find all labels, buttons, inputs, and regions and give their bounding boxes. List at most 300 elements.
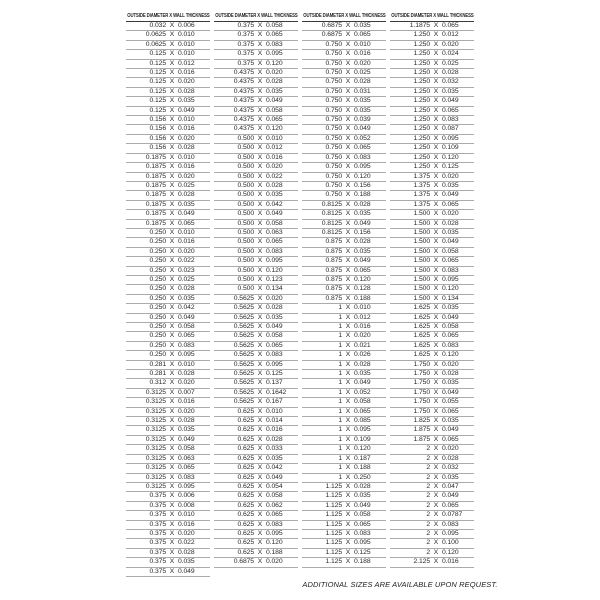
outside-diameter-value: 0.875 (325, 266, 342, 274)
x-separator: X (257, 323, 263, 330)
wall-thickness-value: 0.083 (178, 341, 195, 349)
x-separator: X (345, 238, 351, 246)
table-row (390, 31, 474, 40)
x-separator: X (345, 454, 351, 462)
wall-thickness-value: 0.087 (442, 125, 459, 133)
table-row (390, 492, 474, 501)
table-row (126, 568, 210, 577)
wall-thickness-value: 0.109 (442, 144, 459, 152)
table-row (126, 88, 210, 97)
table-row (302, 521, 386, 530)
wall-thickness-value: 0.065 (354, 144, 371, 152)
x-separator: X (257, 426, 263, 434)
wall-thickness-value: 0.012 (442, 31, 459, 39)
outside-diameter-value: 1.250 (413, 31, 430, 39)
table-row (390, 238, 474, 247)
x-separator: X (257, 304, 263, 312)
x-separator: X (257, 22, 263, 29)
x-separator: X (433, 388, 439, 396)
wall-thickness-value: 0.028 (354, 482, 371, 490)
wall-thickness-value: 0.125 (354, 548, 371, 556)
x-separator: X (257, 210, 263, 218)
table-row (214, 314, 298, 323)
x-separator: X (169, 266, 175, 274)
table-row (214, 426, 298, 435)
x-separator: X (345, 417, 351, 425)
x-separator: X (169, 87, 175, 95)
table-row (390, 549, 474, 558)
x-separator: X (345, 398, 351, 406)
table-row (214, 285, 298, 294)
outside-diameter-value: 1.250 (413, 125, 430, 133)
wall-thickness-value: 0.020 (266, 69, 283, 77)
x-separator: X (257, 548, 263, 556)
wall-thickness-value: 0.095 (354, 539, 371, 547)
wall-thickness-value: 0.028 (442, 219, 459, 227)
outside-diameter-value: 1.125 (325, 511, 342, 519)
table-row (302, 154, 386, 163)
wall-thickness-value: 0.058 (442, 247, 459, 255)
table-row (302, 436, 386, 445)
table-row (390, 154, 474, 163)
x-separator: X (169, 181, 175, 189)
x-separator: X (433, 520, 439, 528)
wall-thickness-value: 0.167 (266, 398, 283, 406)
table-row (126, 549, 210, 558)
table-row (126, 342, 210, 351)
table-row (302, 135, 386, 144)
wall-thickness-value: 0.006 (178, 22, 195, 29)
wall-thickness-value: 0.028 (354, 238, 371, 246)
table-row (390, 41, 474, 50)
x-separator: X (345, 548, 351, 556)
table-row (302, 163, 386, 172)
wall-thickness-value: 0.010 (178, 228, 195, 236)
table-row (126, 539, 210, 548)
outside-diameter-value: 0.625 (237, 501, 254, 509)
table-row (390, 370, 474, 379)
wall-thickness-value: 0.010 (178, 50, 195, 58)
table-row (126, 154, 210, 163)
wall-thickness-value: 0.035 (354, 106, 371, 114)
table-row (302, 351, 386, 360)
table-row (390, 182, 474, 191)
outside-diameter-value: 1.250 (413, 69, 430, 77)
outside-diameter-value: 0.5625 (233, 360, 254, 368)
x-separator: X (433, 247, 439, 255)
outside-diameter-value: 0.125 (149, 97, 166, 105)
table-row (302, 50, 386, 59)
table-row (214, 31, 298, 40)
wall-thickness-value: 0.008 (178, 501, 195, 509)
table-row (302, 182, 386, 191)
wall-thickness-value: 0.085 (354, 417, 371, 425)
outside-diameter-value: 0.375 (149, 529, 166, 537)
wall-thickness-value: 0.031 (354, 87, 371, 95)
table-row (126, 389, 210, 398)
x-separator: X (345, 50, 351, 58)
x-separator: X (257, 341, 263, 349)
x-separator: X (345, 294, 351, 302)
table-row (126, 135, 210, 144)
x-separator: X (169, 304, 175, 312)
x-separator: X (345, 482, 351, 490)
table-row (214, 257, 298, 266)
outside-diameter-value: 0.250 (149, 275, 166, 283)
table-row (126, 474, 210, 483)
wall-thickness-value: 0.109 (354, 435, 371, 443)
column-header (302, 8, 386, 22)
wall-thickness-value: 0.058 (354, 398, 371, 406)
table-row (214, 41, 298, 50)
wall-thickness-value: 0.134 (266, 285, 283, 293)
wall-thickness-value: 0.010 (266, 407, 283, 415)
wall-thickness-value: 0.049 (266, 97, 283, 105)
outside-diameter-value: 0.125 (149, 69, 166, 77)
x-separator: X (169, 370, 175, 378)
wall-thickness-value: 0.035 (354, 247, 371, 255)
x-separator: X (433, 59, 439, 67)
wall-thickness-value: 0.049 (178, 313, 195, 321)
outside-diameter-value: 0.250 (149, 285, 166, 293)
x-separator: X (345, 257, 351, 265)
table-row (390, 445, 474, 454)
x-separator: X (257, 134, 263, 142)
table-row (126, 220, 210, 229)
wall-thickness-value: 0.083 (442, 520, 459, 528)
outside-diameter-value: 0.5625 (233, 388, 254, 396)
wall-thickness-value: 0.022 (178, 257, 195, 265)
wall-thickness-value: 0.026 (354, 351, 371, 359)
table-row (390, 116, 474, 125)
table-row (126, 173, 210, 182)
x-separator: X (433, 191, 439, 199)
outside-diameter-value: 0.250 (149, 341, 166, 349)
table-row (390, 351, 474, 360)
outside-diameter-value: 1.750 (413, 407, 430, 415)
wall-thickness-value: 0.049 (178, 210, 195, 218)
x-separator: X (169, 464, 175, 472)
outside-diameter-value: 0.875 (325, 238, 342, 246)
outside-diameter-value: 1.625 (413, 332, 430, 340)
wall-thickness-value: 0.065 (266, 31, 283, 39)
outside-diameter-value: 0.625 (237, 473, 254, 481)
x-separator: X (433, 370, 439, 378)
table-row (214, 370, 298, 379)
outside-diameter-value: 0.032 (149, 22, 166, 29)
wall-thickness-value: 0.035 (266, 313, 283, 321)
x-separator: X (257, 435, 263, 443)
outside-diameter-value: 0.375 (149, 501, 166, 509)
wall-thickness-value: 0.049 (442, 388, 459, 396)
wall-thickness-value: 0.020 (442, 445, 459, 453)
x-separator: X (345, 78, 351, 86)
wall-thickness-value: 0.120 (442, 153, 459, 161)
wall-thickness-value: 0.095 (178, 351, 195, 359)
table-row (302, 304, 386, 313)
x-separator: X (169, 332, 175, 340)
table-row (302, 88, 386, 97)
table-row (302, 191, 386, 200)
table-row (390, 60, 474, 69)
table-row (390, 539, 474, 548)
outside-diameter-value: 1 (338, 454, 342, 462)
wall-thickness-value: 0.025 (442, 59, 459, 67)
outside-diameter-value: 0.5625 (233, 313, 254, 321)
x-separator: X (345, 407, 351, 415)
outside-diameter-value: 1.625 (413, 351, 430, 359)
table-row (214, 295, 298, 304)
x-separator: X (345, 31, 351, 39)
table-row (126, 361, 210, 370)
x-separator: X (345, 464, 351, 472)
wall-thickness-value: 0.058 (354, 511, 371, 519)
wall-thickness-value: 0.188 (354, 191, 371, 199)
table-row (302, 257, 386, 266)
x-separator: X (169, 69, 175, 77)
outside-diameter-value: 0.5625 (233, 351, 254, 359)
table-row (390, 69, 474, 78)
outside-diameter-value: 0.500 (237, 257, 254, 265)
x-separator: X (257, 285, 263, 293)
table-row (390, 314, 474, 323)
x-separator: X (169, 97, 175, 105)
table-row (126, 69, 210, 78)
x-separator: X (345, 304, 351, 312)
wall-thickness-value: 0.022 (266, 172, 283, 180)
x-separator: X (433, 548, 439, 556)
outside-diameter-value: 1.125 (325, 492, 342, 500)
table-row (214, 323, 298, 332)
outside-diameter-value: 1 (338, 351, 342, 359)
outside-diameter-value: 0.6875 (321, 31, 342, 39)
wall-thickness-value: 0.137 (266, 379, 283, 387)
wall-thickness-value: 0.035 (442, 181, 459, 189)
outside-diameter-value: 0.5625 (233, 398, 254, 406)
table-row (126, 323, 210, 332)
table-row (214, 502, 298, 511)
wall-thickness-value: 0.1642 (266, 388, 287, 396)
x-separator: X (257, 40, 263, 48)
x-separator: X (433, 304, 439, 312)
x-separator: X (345, 445, 351, 453)
outside-diameter-value: 1.125 (325, 501, 342, 509)
x-separator: X (345, 144, 351, 152)
wall-thickness-value: 0.058 (266, 492, 283, 500)
wall-thickness-value: 0.083 (442, 116, 459, 124)
x-separator: X (257, 219, 263, 227)
table-row (390, 436, 474, 445)
table-row (126, 530, 210, 539)
outside-diameter-value: 1.625 (413, 313, 430, 321)
wall-thickness-value: 0.083 (354, 529, 371, 537)
wall-thickness-value: 0.083 (354, 153, 371, 161)
outside-diameter-value: 1 (338, 360, 342, 368)
table-row (126, 276, 210, 285)
table-row (214, 144, 298, 153)
outside-diameter-value: 0.1875 (145, 172, 166, 180)
table-row (126, 521, 210, 530)
x-separator: X (169, 398, 175, 406)
x-separator: X (169, 341, 175, 349)
outside-diameter-value: 0.1875 (145, 219, 166, 227)
outside-diameter-value: 0.500 (237, 163, 254, 171)
wall-thickness-value: 0.049 (354, 257, 371, 265)
table-row (214, 351, 298, 360)
x-separator: X (257, 163, 263, 171)
table-row (214, 60, 298, 69)
outside-diameter-value: 0.3125 (145, 398, 166, 406)
wall-thickness-value: 0.065 (442, 332, 459, 340)
outside-diameter-value: 1 (338, 464, 342, 472)
wall-thickness-value: 0.042 (266, 464, 283, 472)
x-separator: X (169, 191, 175, 199)
outside-diameter-value: 0.375 (237, 40, 254, 48)
wall-thickness-value: 0.010 (266, 134, 283, 142)
wall-thickness-value: 0.250 (354, 473, 371, 481)
x-separator: X (169, 294, 175, 302)
wall-thickness-value: 0.125 (266, 370, 283, 378)
wall-thickness-value: 0.035 (178, 97, 195, 105)
wall-thickness-value: 0.095 (442, 134, 459, 142)
wall-thickness-value: 0.020 (354, 332, 371, 340)
x-separator: X (433, 257, 439, 265)
outside-diameter-value: 0.375 (237, 22, 254, 29)
outside-diameter-value: 0.875 (325, 257, 342, 265)
x-separator: X (169, 134, 175, 142)
wall-thickness-value: 0.065 (442, 257, 459, 265)
outside-diameter-value: 0.125 (149, 106, 166, 114)
x-separator: X (433, 360, 439, 368)
table-row (214, 135, 298, 144)
outside-diameter-value: 0.1875 (145, 181, 166, 189)
outside-diameter-value: 1.750 (413, 388, 430, 396)
outside-diameter-value: 1 (338, 341, 342, 349)
wall-thickness-value: 0.049 (442, 492, 459, 500)
table-row (302, 144, 386, 153)
wall-thickness-value: 0.023 (178, 266, 195, 274)
x-separator: X (169, 558, 175, 566)
outside-diameter-value: 1 (338, 313, 342, 321)
wall-thickness-value: 0.065 (354, 31, 371, 39)
wall-thickness-value: 0.028 (178, 144, 195, 152)
table-row (214, 539, 298, 548)
table-row (126, 210, 210, 219)
outside-diameter-value: 0.250 (149, 313, 166, 321)
wall-thickness-value: 0.095 (178, 482, 195, 490)
wall-thickness-value: 0.120 (266, 266, 283, 274)
outside-diameter-value: 0.500 (237, 238, 254, 246)
x-separator: X (433, 50, 439, 58)
x-separator: X (433, 417, 439, 425)
wall-thickness-value: 0.058 (266, 106, 283, 114)
outside-diameter-value: 0.750 (325, 153, 342, 161)
wall-thickness-value: 0.012 (354, 313, 371, 321)
x-separator: X (345, 134, 351, 142)
x-separator: X (345, 228, 351, 236)
outside-diameter-value: 0.375 (237, 50, 254, 58)
x-separator: X (433, 228, 439, 236)
table-row (214, 238, 298, 247)
table-row (302, 483, 386, 492)
x-separator: X (433, 275, 439, 283)
wall-thickness-value: 0.095 (442, 529, 459, 537)
outside-diameter-value: 1.250 (413, 116, 430, 124)
outside-diameter-value: 1.125 (325, 558, 342, 566)
wall-thickness-value: 0.042 (178, 304, 195, 312)
wall-thickness-value: 0.010 (178, 360, 195, 368)
x-separator: X (433, 22, 439, 29)
table-row (214, 107, 298, 116)
outside-diameter-value: 1.250 (413, 134, 430, 142)
table-row (214, 361, 298, 370)
outside-diameter-value: 0.375 (149, 511, 166, 519)
outside-diameter-value: 0.250 (149, 332, 166, 340)
x-separator: X (257, 106, 263, 114)
wall-thickness-value: 0.039 (354, 116, 371, 124)
outside-diameter-value: 0.750 (325, 97, 342, 105)
table-row (214, 97, 298, 106)
outside-diameter-value: 0.1875 (145, 191, 166, 199)
outside-diameter-value: 0.5625 (233, 323, 254, 330)
x-separator: X (433, 558, 439, 566)
column-header (214, 8, 298, 22)
outside-diameter-value: 1 (338, 398, 342, 406)
table-row (390, 173, 474, 182)
table-row (390, 530, 474, 539)
table-row (302, 229, 386, 238)
table-row (214, 201, 298, 210)
wall-thickness-value: 0.065 (266, 238, 283, 246)
x-separator: X (345, 40, 351, 48)
outside-diameter-value: 0.875 (325, 275, 342, 283)
wall-thickness-value: 0.083 (266, 520, 283, 528)
wall-thickness-value: 0.035 (354, 492, 371, 500)
wall-thickness-value: 0.188 (354, 464, 371, 472)
wall-thickness-value: 0.016 (178, 125, 195, 133)
x-separator: X (433, 116, 439, 124)
table-row (214, 436, 298, 445)
wall-thickness-value: 0.049 (354, 219, 371, 227)
wall-thickness-value: 0.058 (442, 323, 459, 330)
x-separator: X (257, 238, 263, 246)
table-row (302, 370, 386, 379)
wall-thickness-value: 0.188 (354, 558, 371, 566)
table-row (302, 295, 386, 304)
table-row (302, 408, 386, 417)
table-row (390, 389, 474, 398)
outside-diameter-value: 1 (338, 388, 342, 396)
outside-diameter-value: 1 (338, 323, 342, 330)
x-separator: X (257, 257, 263, 265)
outside-diameter-value: 1.500 (413, 285, 430, 293)
table-row (390, 304, 474, 313)
x-separator: X (345, 558, 351, 566)
wall-thickness-value: 0.095 (266, 257, 283, 265)
wall-thickness-value: 0.006 (178, 492, 195, 500)
table-row (390, 521, 474, 530)
outside-diameter-value: 2.125 (413, 558, 430, 566)
wall-thickness-value: 0.032 (442, 464, 459, 472)
outside-diameter-value: 1 (338, 304, 342, 312)
table-row (126, 314, 210, 323)
x-separator: X (257, 454, 263, 462)
column-rows (214, 22, 298, 568)
outside-diameter-value: 1 (338, 417, 342, 425)
outside-diameter-value: 0.500 (237, 181, 254, 189)
x-separator: X (257, 370, 263, 378)
table-row (390, 361, 474, 370)
